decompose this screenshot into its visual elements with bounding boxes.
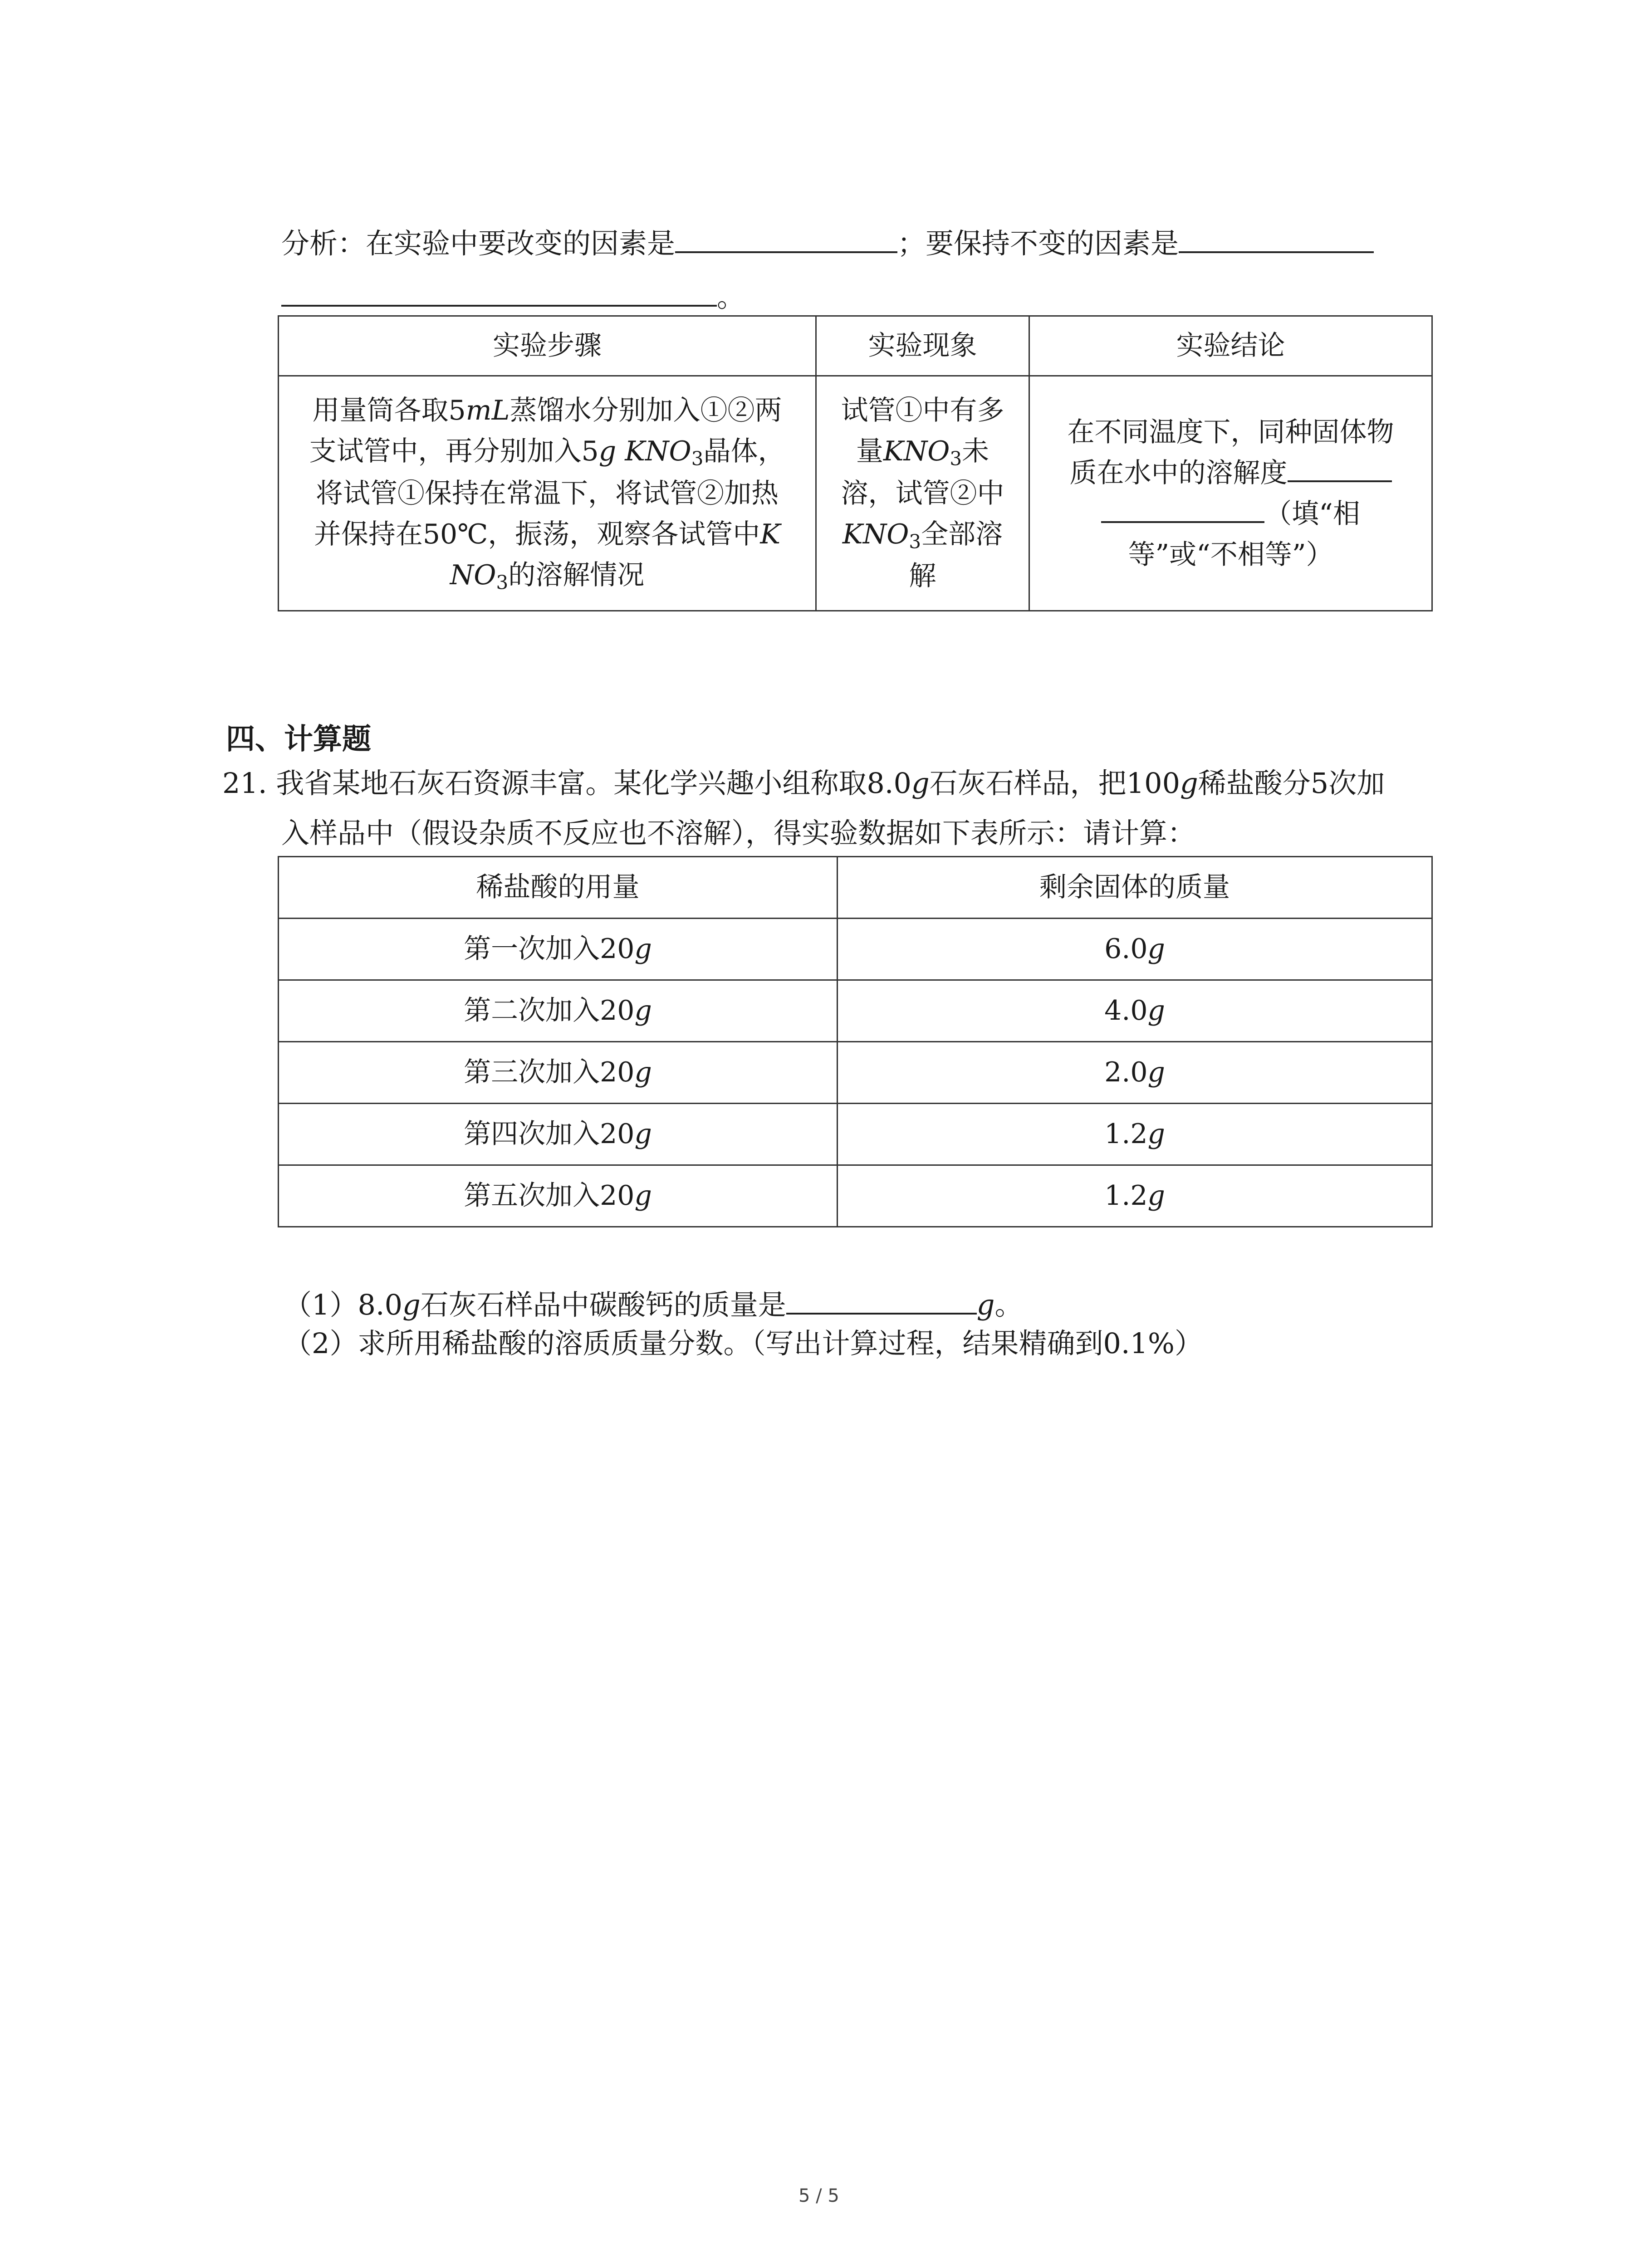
phenomenon-line: 试管①中有多 xyxy=(841,395,1004,426)
acid-cell: 第二次加入20g xyxy=(279,980,838,1042)
conclusion-line: 质在水中的溶解度 xyxy=(1039,453,1422,494)
steps-cell xyxy=(279,376,816,611)
answer-blank[interactable] xyxy=(1288,453,1392,482)
section-title: 四、计算题 xyxy=(226,722,371,756)
header-cell: 实验结论 xyxy=(1029,316,1432,376)
data-table xyxy=(278,856,1433,1227)
phenomenon-cell xyxy=(816,376,1029,611)
steps-line: 支试管中，再分别加入5g $KNO_3$晶体， xyxy=(309,435,785,470)
steps-line: $NO_3$的溶解情况 xyxy=(450,559,645,593)
table-header-row xyxy=(279,316,1432,376)
table-header-row xyxy=(279,857,1432,919)
solid-cell: 2.0g xyxy=(838,1042,1432,1104)
answer-blank[interactable] xyxy=(1179,223,1374,253)
solid-cell: 4.0g xyxy=(838,980,1432,1042)
conclusion-line: 等”或“不相等”） xyxy=(1128,538,1333,571)
phenomenon-line: 溶，试管②中 xyxy=(841,477,1004,509)
table-row xyxy=(279,1042,1432,1104)
acid-cell: 第三次加入20g xyxy=(279,1042,838,1104)
question-number: 21. xyxy=(222,767,267,800)
table-row xyxy=(279,1104,1432,1165)
header-cell: 稀盐酸的用量 xyxy=(279,857,838,919)
header-cell: 实验步骤 xyxy=(279,316,816,376)
analysis-middle: ；要保持不变的因素是 xyxy=(897,227,1179,260)
page-number: 5 / 5 xyxy=(798,2185,839,2206)
steps-line: 用量筒各取5mL蒸馏水分别加入①②两 xyxy=(312,395,782,426)
answer-blank[interactable] xyxy=(281,277,717,307)
conclusion-cell xyxy=(1029,376,1432,611)
answer-blank[interactable] xyxy=(675,223,897,253)
phenomenon-line: $KNO_3$全部溶 xyxy=(842,518,1003,552)
analysis-line xyxy=(281,223,1374,260)
phenomenon-line: 解 xyxy=(909,560,936,592)
table-row xyxy=(279,919,1432,980)
conclusion-line: 在不同温度下，同种固体物 xyxy=(1067,416,1394,448)
table-row xyxy=(279,980,1432,1042)
table-row xyxy=(279,1165,1432,1227)
solid-cell: 1.2g xyxy=(838,1165,1432,1227)
experiment-table xyxy=(278,315,1433,611)
table-row xyxy=(279,376,1432,611)
analysis-prefix: 分析：在实验中要改变的因素是 xyxy=(281,227,676,260)
sub-question-1: （1）8.0g石灰石样品中碳酸钙的质量是 g。 xyxy=(284,1285,1023,1322)
steps-line: 将试管①保持在常温下，将试管②加热 xyxy=(316,477,779,509)
answer-blank[interactable] xyxy=(786,1285,977,1315)
sub-question-2: （2）求所用稀盐酸的溶质质量分数。（写出计算过程，结果精确到0.1%） xyxy=(284,1327,1203,1360)
acid-cell: 第五次加入20g xyxy=(279,1165,838,1227)
conclusion-line: （填“相 xyxy=(1039,494,1422,534)
analysis-end: 。 xyxy=(717,280,745,313)
steps-line: 并保持在50℃，振荡，观察各试管中K xyxy=(314,518,781,550)
acid-cell: 第一次加入20g xyxy=(279,919,838,980)
solid-cell: 6.0g xyxy=(838,919,1432,980)
analysis-line-2 xyxy=(281,277,745,314)
question-21-line-1: 21. 我省某地石灰石资源丰富。某化学兴趣小组称取8.0g石灰石样品，把100g稀盐酸分5次加 xyxy=(222,767,1385,800)
header-cell: 实验现象 xyxy=(816,316,1029,376)
answer-blank[interactable] xyxy=(1101,494,1264,523)
phenomenon-line: 量$KNO_3$未 xyxy=(856,435,989,470)
acid-cell: 第四次加入20g xyxy=(279,1104,838,1165)
header-cell: 剩余固体的质量 xyxy=(838,857,1432,919)
solid-cell: 1.2g xyxy=(838,1104,1432,1165)
question-21-line-2: 入样品中（假设杂质不反应也不溶解），得实验数据如下表所示：请计算： xyxy=(281,816,1196,850)
